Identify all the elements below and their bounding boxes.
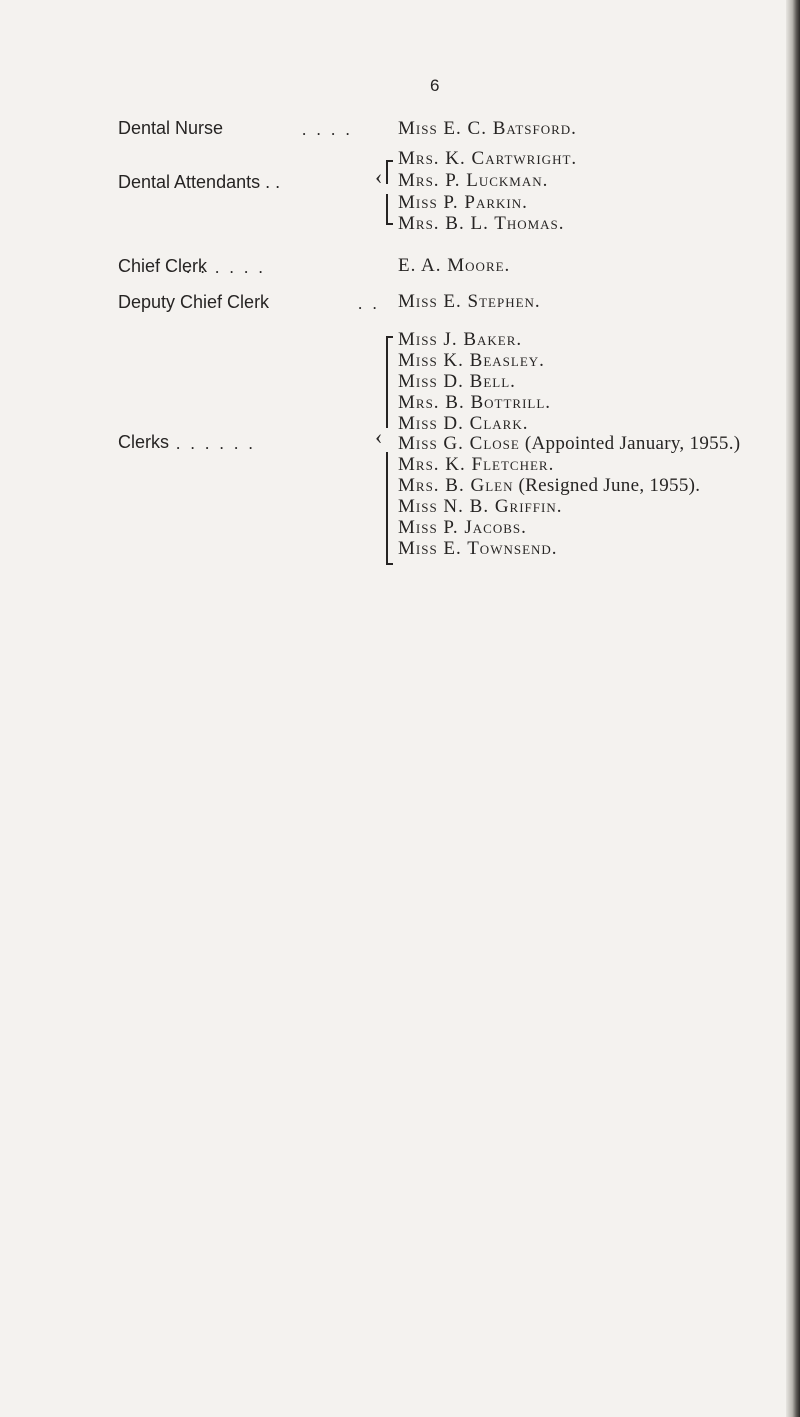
attendant-name: Mrs. B. L. Thomas. [398, 213, 565, 234]
name-chief-clerk: E. A. Moore. [398, 255, 511, 276]
brace-lower [386, 452, 388, 564]
role-deputy-chief-clerk: Deputy Chief Clerk [118, 292, 270, 312]
brace-lower [386, 194, 388, 224]
clerk-name: Miss D. Bell. [398, 371, 516, 392]
clerk-name: Miss D. Clark. [398, 413, 529, 434]
page-number: 6 [430, 76, 440, 95]
clerk-name: Miss E. Townsend. [398, 538, 558, 559]
attendant-name: Miss P. Parkin. [398, 192, 528, 213]
role-dental-nurse: Dental Nurse [118, 118, 224, 138]
role-dental-attendants: Dental Attendants . . [118, 172, 281, 192]
role-clerks: Clerks [118, 432, 170, 452]
clerk-name: Miss N. B. Griffin. [398, 496, 563, 517]
brace-bottom-hook [386, 563, 393, 565]
role-chief-clerk: Chief Clerk [118, 256, 208, 276]
name-deputy-chief-clerk: Miss E. Stephen. [398, 291, 541, 312]
attendant-name: Mrs. K. Cartwright. [398, 148, 578, 169]
name-dental-nurse: Miss E. C. Batsford. [398, 118, 577, 139]
clerk-name: Miss J. Baker. [398, 329, 523, 350]
brace-upper [386, 336, 388, 428]
clerk-name: Mrs. B. Glen (Resigned June, 1955). [398, 475, 701, 496]
leader-dots: . . [358, 294, 380, 313]
leader-dots: . . . . . . [176, 434, 256, 453]
clerk-name: Mrs. B. Bottrill. [398, 392, 552, 413]
clerk-name: Miss K. Beasley. [398, 350, 545, 371]
clerk-name: Miss P. Jacobs. [398, 517, 527, 538]
brace-bottom-hook [386, 223, 393, 225]
leader-dots: . . . . . . [186, 258, 266, 277]
brace-tip: ‹ [375, 424, 383, 449]
attendant-name: Mrs. P. Luckman. [398, 170, 549, 191]
brace-tip: ‹ [375, 164, 383, 189]
clerk-name: Mrs. K. Fletcher. [398, 454, 555, 475]
page-edge-shadow [786, 0, 800, 1417]
leader-dots: . . . . [302, 120, 353, 139]
clerk-name: Miss G. Close (Appointed January, 1955.) [398, 433, 741, 454]
brace-upper [386, 160, 388, 184]
